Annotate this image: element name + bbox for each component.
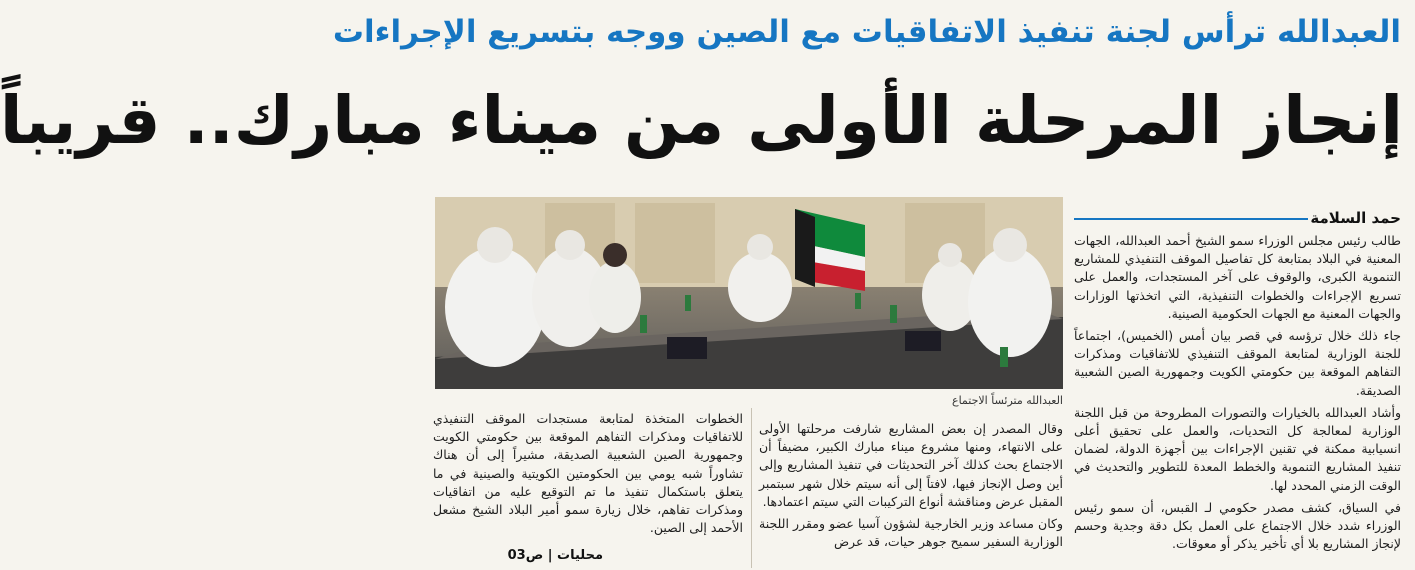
paragraph: وقال المصدر إن بعض المشاريع شارفت مرحلتها الأولى على الانتهاء، ومنها مشروع ميناء مبارك الكبير، مضيفاً أن الاجتماع بحث كذلك آخر التحديثات في تنفيذ المشاريع وإلى أين وصل الإنجاز فيها، لافتاً إلى أنه سيتم خلال شهر سبتمبر المقبل عرض ومناقشة أنواع التركيبات التي سيتم اعتمادها. (759, 421, 1063, 509)
byline-block (1074, 207, 1401, 229)
paragraph: طالب رئيس مجلس الوزراء سمو الشيخ أحمد العبدالله، الجهات المعنية في البلاد بمتابعة كل تفاصيل الموقف التنفيذي للمشاريع التنموية الكبرى، والوقوف على آخر المستجدات، والعمل على تسريع الإجراءات والخطوات التنفيذية، التي اتخذتها الوزارات والجهات المعنية مع الجهات الحكومية الصينية. (1074, 233, 1401, 321)
meeting-photo (435, 197, 1063, 389)
paragraph: الخطوات المتخذة لمتابعة مستجدات الموقف التنفيذي للاتفاقيات ومذكرات التفاهم الموقعة بين حكومتي الكويت وجمهورية الصين الشعبية الصديقة، مشيراً إلى أن هناك تشاوراً شبه يومي بين الحكومتين الكويتية والصينية في ما يتعلق باستكمال تنفيذ ما تم التوقيع عليه من اتفاقيات ومذكرات تفاهم، خلال زيارة سمو أمير البلاد الشيخ مشعل الأحمد إلى الصين. (433, 411, 743, 536)
kicker-headline: العبدالله ترأس لجنة تنفيذ الاتفاقيات مع الصين ووجه بتسريع الإجراءات (332, 14, 1401, 50)
page-footer: محليات | ص03 (507, 548, 603, 563)
paragraph: في السياق، كشف مصدر حكومي لـ القبس، أن سمو رئيس الوزراء شدد خلال الاجتماع على العمل بكل دقة وجدية وحسم لإنجاز المشاريع بلا أي تأخير يذكر أو معوقات. (1074, 499, 1401, 552)
byline: حمد السلامة (1310, 209, 1401, 227)
article-column-right (1074, 232, 1401, 570)
article-column-left (433, 410, 743, 540)
photo-caption: العبدالله مترئساً الاجتماع (952, 394, 1063, 407)
column-divider (751, 408, 752, 568)
byline-rule (1074, 218, 1308, 220)
paragraph: جاء ذلك خلال ترؤسه في قصر بيان أمس (الخميس)، اجتماعاً للجنة الوزارية لمتابعة الموقف التنفيذي للاتفاقيات ومذكرات التفاهم الموقعة بين حكومتي الكويت وجمهورية الصين الشعبية الصديقة. (1074, 328, 1401, 398)
main-headline: إنجاز المرحلة الأولى من ميناء مبارك.. قريباً (0, 82, 1403, 159)
paragraph: وأشاد العبدالله بالخيارات والتصورات المطروحة من قبل اللجنة الوزارية لمعالجة كل التحديات، والعمل على تحقيق أعلى انسيابية ممكنة في تقنين الإجراءات بين أجهزة الدولة، لضمان تنفيذ المشاريع التنموية والخطط المعدة للتطوير والتحديث في الوقت الزمني المحدد لها. (1074, 404, 1401, 493)
paragraph: وكان مساعد وزير الخارجية لشؤون آسيا عضو ومقرر اللجنة الوزارية السفير سميح جوهر حيات، قد عرض (759, 516, 1063, 550)
article-column-middle (759, 420, 1063, 570)
